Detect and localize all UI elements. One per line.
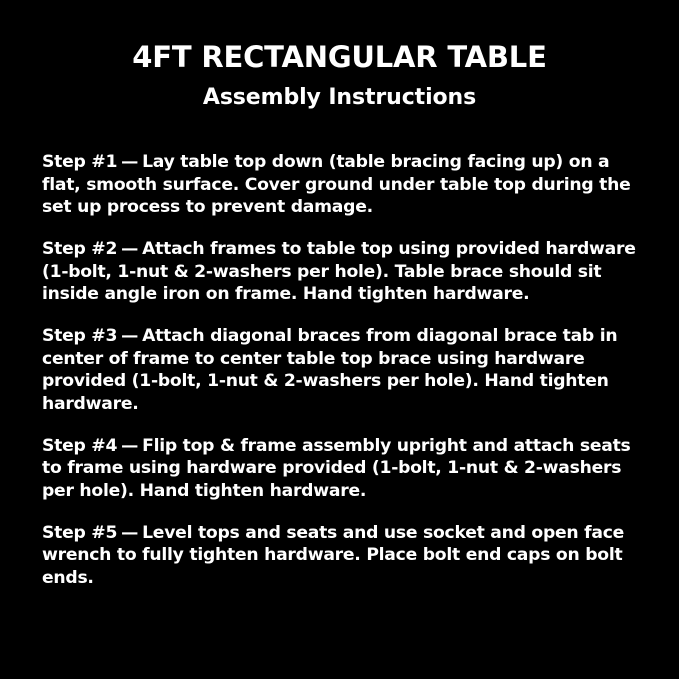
step-label: Step #2 — [42, 239, 118, 260]
step-item — [42, 435, 637, 502]
step-dash: — — [121, 326, 139, 347]
steps-list — [42, 134, 637, 589]
step-text: Level tops and seats and use socket and open face wrench to fully tighten hardware. Place bolt end caps on bolt ends. — [42, 522, 625, 588]
step-dash: — — [121, 152, 139, 173]
step-label: Step #5 — [42, 522, 118, 543]
step-dash: — — [121, 435, 139, 456]
step-item — [42, 325, 637, 414]
step-text: Flip top & frame assembly upright and attach seats to frame using hardware provided (1-bolt, 1-nut & 2-washers per hole). Hand tighten hardware. — [42, 435, 631, 501]
step-dash: — — [121, 522, 139, 543]
step-item — [42, 522, 637, 589]
step-label: Step #1 — [42, 152, 118, 173]
step-dash: — — [121, 239, 139, 260]
step-item — [42, 238, 637, 305]
step-text: Lay table top down (table bracing facing up) on a flat, smooth surface. Cover ground under table top during the set up process to prevent damage. — [42, 152, 631, 217]
step-label: Step #3 — [42, 326, 118, 347]
page-subtitle: Assembly Instructions — [202, 84, 477, 110]
page-title: 4FT RECTANGULAR TABLE — [132, 40, 547, 74]
step-item — [42, 151, 637, 218]
step-label: Step #4 — [42, 435, 118, 456]
step-text: Attach frames to table top using provided hardware (1-bolt, 1-nut & 2-washers per hole). Table brace should sit inside angle iron on frame. Hand tighten hardware. — [42, 239, 636, 305]
step-text: Attach diagonal braces from diagonal brace tab in center of frame to center table top brace using hardware provided (1-bolt, 1-nut & 2-washers per hole). Hand tighten hardware. — [42, 326, 618, 414]
